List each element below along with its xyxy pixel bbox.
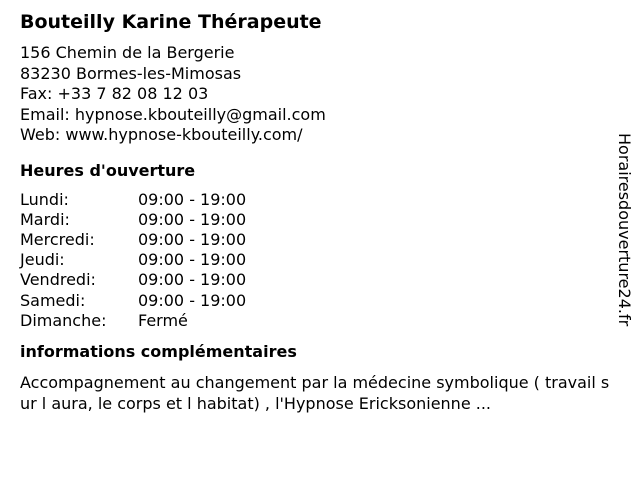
site-watermark: Horairesdouverture24.fr	[615, 133, 634, 327]
hours-row-mercredi	[20, 230, 610, 250]
hours-day: Vendredi:	[20, 270, 96, 290]
hours-day: Jeudi:	[20, 250, 65, 270]
address-street: 156 Chemin de la Bergerie	[20, 43, 235, 62]
info-description: Accompagnement au changement par la médecine symbolique ( travail sur l aura, le corps et l habitat) , l'Hypnose Ericksonienne ...	[20, 372, 610, 413]
contact-block	[20, 43, 610, 146]
hours-time: 09:00 - 19:00	[138, 250, 247, 270]
hours-row-vendredi	[20, 270, 610, 290]
hours-time: 09:00 - 19:00	[138, 209, 247, 229]
hours-row-samedi	[20, 291, 610, 311]
hours-day: Dimanche:	[20, 310, 107, 330]
hours-time: 09:00 - 19:00	[138, 270, 247, 290]
hours-row-dimanche	[20, 311, 610, 331]
hours-day: Mardi:	[20, 209, 70, 229]
hours-day: Samedi:	[20, 290, 86, 310]
hours-row-mardi	[20, 210, 610, 230]
address-city: 83230 Bormes-les-Mimosas	[20, 63, 242, 83]
email-line: Email: hypnose.kbouteilly@gmail.com	[20, 104, 326, 124]
fax-line: Fax: +33 7 82 08 12 03	[20, 84, 209, 103]
business-card	[20, 10, 610, 414]
hours-row-lundi	[20, 190, 610, 210]
web-line: Web: www.hypnose-kbouteilly.com/	[20, 125, 303, 144]
hours-time: 09:00 - 19:00	[138, 189, 247, 209]
hours-day: Lundi:	[20, 189, 69, 209]
hours-time: 09:00 - 19:00	[138, 229, 247, 249]
hours-time: Fermé	[138, 310, 188, 330]
hours-row-jeudi	[20, 250, 610, 270]
hours-time: 09:00 - 19:00	[138, 290, 247, 310]
hours-heading: Heures d'ouverture	[20, 160, 196, 180]
business-name: Bouteilly Karine Thérapeute	[20, 11, 322, 33]
hours-day: Mercredi:	[20, 229, 95, 249]
info-heading: informations complémentaires	[20, 341, 297, 361]
hours-table	[20, 190, 610, 331]
